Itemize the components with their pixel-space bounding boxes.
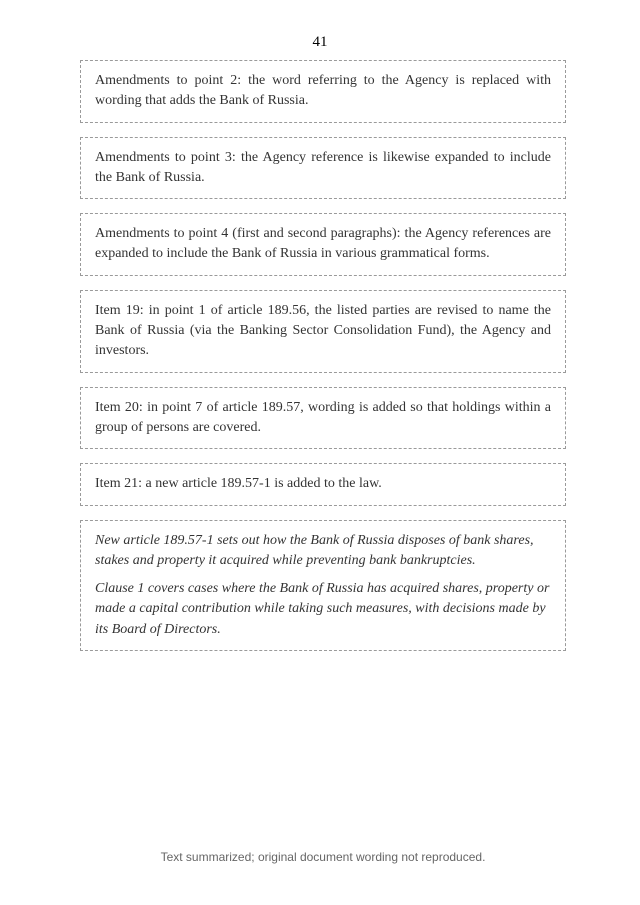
- summary-notice: Text summarized; original document wording not reproduced.: [160, 850, 486, 864]
- document-body: [80, 60, 566, 665]
- paragraph-summary-b: Amendments to point 3: the Agency reference is likewise expanded to include the Bank of Russia.: [80, 137, 566, 200]
- article-clause-summary: Clause 1 covers cases where the Bank of Russia has acquired shares, property or made a capital contribution while taking such measures, with decisions made by its Board of Directors.: [95, 581, 550, 637]
- paragraph-summary-a: Amendments to point 2: the word referring to the Agency is replaced with wording that adds the Bank of Russia.: [80, 60, 566, 123]
- paragraph-summary-19: Item 19: in point 1 of article 189.56, the listed parties are revised to name the Bank of Russia (via the Banking Sector Consolidation Fund), the Agency and investors.: [80, 290, 566, 373]
- paragraph-summary-c: Amendments to point 4 (first and second paragraphs): the Agency references are expanded to include the Bank of Russia in various grammatical forms.: [80, 213, 566, 276]
- article-heading-summary: New article 189.57-1 sets out how the Bank of Russia disposes of bank shares, stakes and property it acquired while preventing bank bankruptcies.: [95, 532, 534, 568]
- page-number: 41: [312, 34, 328, 50]
- paragraph-summary-20: Item 20: in point 7 of article 189.57, wording is added so that holdings within a group of persons are covered.: [80, 387, 566, 450]
- paragraph-summary-21: Item 21: a new article 189.57-1 is added to the law.: [80, 463, 566, 505]
- new-article-block: [80, 520, 566, 651]
